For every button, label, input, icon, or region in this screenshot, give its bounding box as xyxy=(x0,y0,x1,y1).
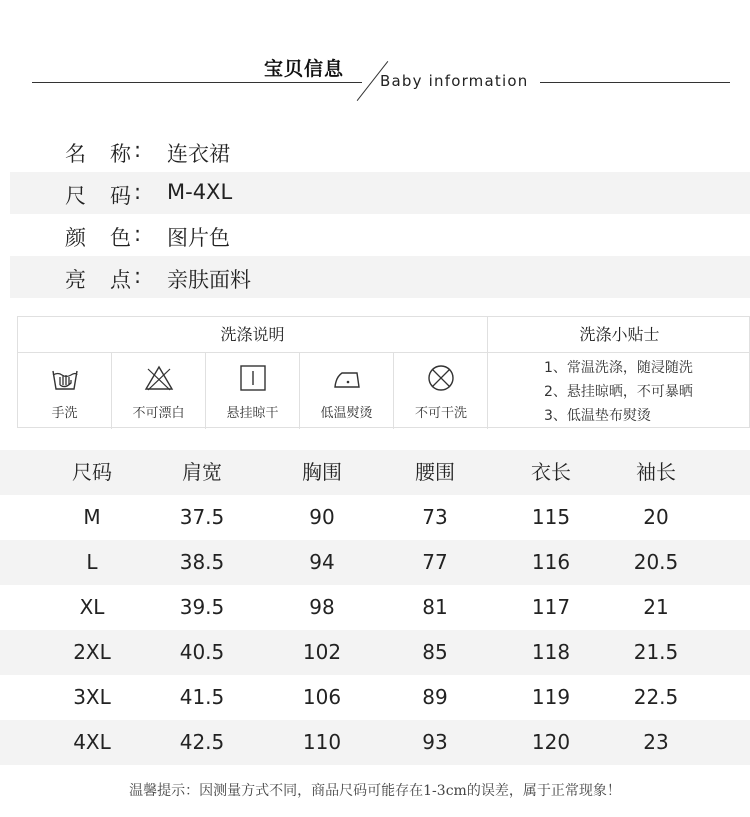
table-cell: L xyxy=(86,550,98,574)
care-icons xyxy=(18,353,488,429)
care-tips xyxy=(488,353,750,429)
table-cell: 117 xyxy=(531,595,571,619)
table-cell: 20.5 xyxy=(633,550,679,574)
info-colon: : xyxy=(134,180,142,204)
column-header: 衣长 xyxy=(531,460,571,484)
table-cell: 23 xyxy=(643,730,669,754)
table-cell: 40.5 xyxy=(179,640,225,664)
table-cell: 37.5 xyxy=(179,505,225,529)
table-cell: 21.5 xyxy=(633,640,679,664)
table-row xyxy=(0,675,750,720)
care-item-no-dry-clean xyxy=(394,353,488,429)
table-cell: 106 xyxy=(302,685,342,709)
size-table-header xyxy=(0,450,750,495)
table-cell: 102 xyxy=(302,640,342,664)
table-cell: XL xyxy=(79,595,105,619)
table-cell: 38.5 xyxy=(179,550,225,574)
care-label: 低温熨烫 xyxy=(320,406,373,421)
table-cell: 39.5 xyxy=(179,595,225,619)
table-cell: 110 xyxy=(302,730,342,754)
info-value: 亲肤面料 xyxy=(167,268,251,292)
column-header: 尺码 xyxy=(72,460,112,484)
care-label: 悬挂晾干 xyxy=(226,406,279,421)
care-instructions xyxy=(17,316,750,428)
table-cell: 3XL xyxy=(73,685,111,709)
table-cell: 20 xyxy=(643,505,669,529)
table-cell: 85 xyxy=(422,640,448,664)
table-cell: 41.5 xyxy=(179,685,225,709)
table-cell: 116 xyxy=(531,550,571,574)
table-row xyxy=(0,585,750,630)
section-header xyxy=(0,0,750,110)
care-item-hang-dry xyxy=(206,353,300,429)
low-iron-icon xyxy=(332,363,362,393)
table-cell: 22.5 xyxy=(633,685,679,709)
table-cell: 21 xyxy=(643,595,669,619)
info-key: 颜 xyxy=(65,226,86,250)
info-key: 点 xyxy=(110,268,131,292)
product-info xyxy=(10,130,750,298)
table-cell: 90 xyxy=(309,505,335,529)
table-cell: 118 xyxy=(531,640,571,664)
table-cell: 93 xyxy=(422,730,448,754)
care-tip: 3、低温垫布熨烫 xyxy=(544,408,651,424)
table-cell: 89 xyxy=(422,685,448,709)
info-colon: : xyxy=(134,222,142,246)
hand-wash-icon xyxy=(50,363,80,393)
table-row xyxy=(0,630,750,675)
info-key: 亮 xyxy=(65,268,86,292)
info-row-highlight xyxy=(10,256,750,298)
table-cell: 81 xyxy=(422,595,448,619)
column-header: 肩宽 xyxy=(182,460,222,484)
info-key: 色 xyxy=(110,226,131,250)
table-cell: M xyxy=(83,505,101,529)
column-header: 袖长 xyxy=(636,460,676,484)
info-value: 图片色 xyxy=(167,226,230,250)
table-cell: 119 xyxy=(531,685,571,709)
info-row-name xyxy=(10,130,750,172)
info-key: 码 xyxy=(110,184,131,208)
care-left-title: 洗涤说明 xyxy=(18,317,488,353)
table-cell: 115 xyxy=(531,505,571,529)
header-title-cn: 宝贝信息 xyxy=(264,58,345,80)
care-item-low-iron xyxy=(300,353,394,429)
table-cell: 42.5 xyxy=(179,730,225,754)
info-key: 称 xyxy=(110,142,131,166)
table-cell: 94 xyxy=(309,550,335,574)
no-dry-clean-icon xyxy=(426,363,456,393)
table-row xyxy=(0,540,750,585)
column-header: 腰围 xyxy=(415,460,455,484)
care-right-title: 洗涤小贴士 xyxy=(488,317,750,353)
header-divider-left xyxy=(32,82,362,83)
info-colon: : xyxy=(134,264,142,288)
table-cell: 73 xyxy=(422,505,448,529)
measurement-note: 温馨提示：因测量方式不同，商品尺码可能存在1-3cm的误差，属于正常现象！ xyxy=(129,783,621,799)
hang-dry-icon xyxy=(238,363,268,393)
info-value: M-4XL xyxy=(167,180,233,204)
table-row xyxy=(0,495,750,540)
care-tip: 1、常温洗涤，随浸随洗 xyxy=(544,360,693,376)
table-cell: 4XL xyxy=(73,730,111,754)
header-title-en: Baby information xyxy=(380,72,529,90)
table-row xyxy=(0,720,750,765)
care-label: 不可漂白 xyxy=(132,406,185,421)
no-bleach-icon xyxy=(144,363,174,393)
care-label: 手洗 xyxy=(51,406,78,421)
size-table xyxy=(0,450,750,765)
care-item-hand-wash xyxy=(18,353,112,429)
care-item-no-bleach xyxy=(112,353,206,429)
info-row-size xyxy=(10,172,750,214)
column-header: 胸围 xyxy=(302,460,342,484)
table-cell: 77 xyxy=(422,550,448,574)
info-value: 连衣裙 xyxy=(167,142,230,166)
info-key: 名 xyxy=(65,142,86,166)
info-key: 尺 xyxy=(65,184,86,208)
care-label: 不可干洗 xyxy=(414,406,467,421)
table-cell: 2XL xyxy=(73,640,111,664)
care-tip: 2、悬挂晾晒，不可暴晒 xyxy=(544,384,693,400)
info-colon: : xyxy=(134,138,142,162)
table-cell: 120 xyxy=(531,730,571,754)
table-cell: 98 xyxy=(309,595,335,619)
info-row-color xyxy=(10,214,750,256)
header-divider-right xyxy=(540,82,730,83)
